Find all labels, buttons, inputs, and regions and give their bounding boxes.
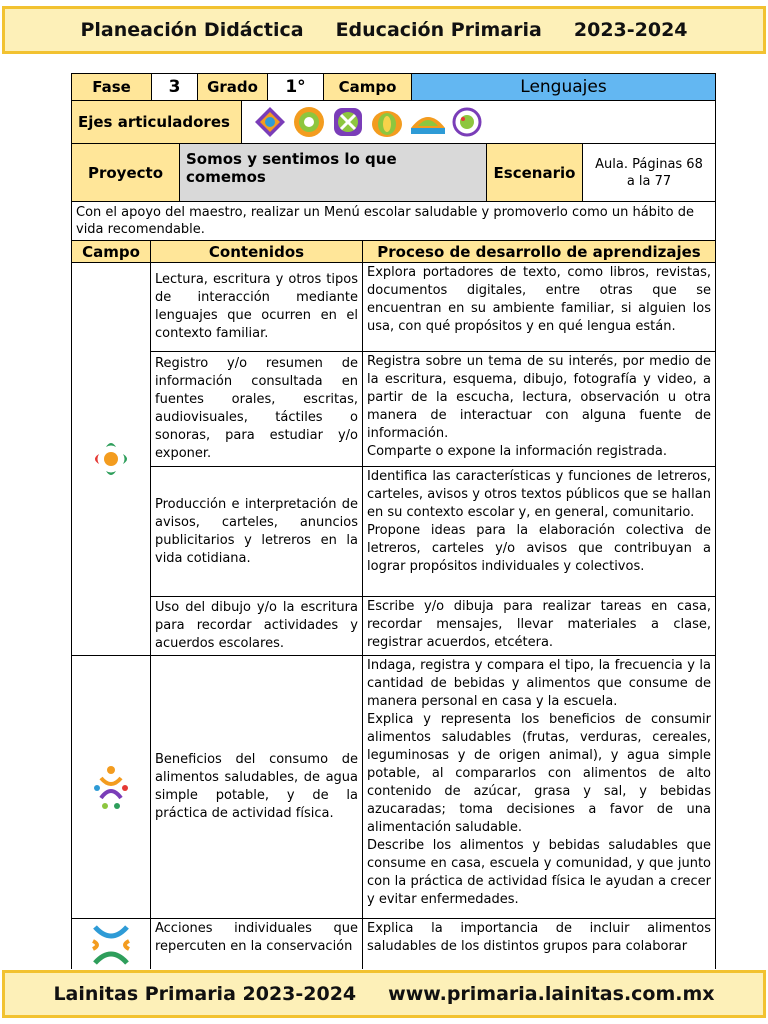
proceso-cell xyxy=(363,919,715,969)
contenido-row xyxy=(151,467,715,597)
contenidos-column-header: Contenidos xyxy=(151,241,363,262)
proceso-cell xyxy=(363,656,715,918)
fase-label: Fase xyxy=(72,74,152,100)
saberes-campo-icon xyxy=(87,762,135,812)
proceso-text: Propone ideas para la elaboración colectiva de letreros, carteles y/o avisos que contribuyan a lograr propósitos individuales y colectivos. xyxy=(367,523,711,574)
campo-group-saberes xyxy=(72,656,715,919)
campo-column-header: Campo xyxy=(72,241,151,262)
proyecto-value: Somos y sentimos lo que comemos xyxy=(180,144,487,201)
header-level: Educación Primaria xyxy=(335,19,542,41)
proceso-cell xyxy=(363,263,715,351)
ejes-icons xyxy=(242,101,715,143)
contenido-text: Beneficios del consumo de alimentos saludables, de agua simple potable, y de la práctica de actividad física. xyxy=(155,752,358,821)
fase-value: 3 xyxy=(152,74,198,100)
contenido-text: Uso del dibujo y/o la escritura para recordar actividades y acuerdos escolares. xyxy=(155,600,358,651)
proceso-column-header: Proceso de desarrollo de aprendizajes xyxy=(363,241,715,262)
contenido-cell xyxy=(151,919,363,969)
ejes-row xyxy=(72,101,715,144)
campo-value: Lenguajes xyxy=(412,74,715,100)
campo-cell xyxy=(72,656,151,918)
proceso-cell xyxy=(363,352,715,466)
contenido-text: Producción e interpretación de avisos, carteles, anuncios publicitarios y letreros en la vida cotidiana. xyxy=(155,496,358,566)
proyecto-row xyxy=(72,144,715,202)
footer-banner xyxy=(2,970,766,1018)
campo-cell xyxy=(72,263,151,655)
contenido-cell xyxy=(151,656,363,918)
header-year: 2023-2024 xyxy=(573,19,688,41)
proceso-text: Escribe y/o dibuja para realizar tareas en casa, recordar mensajes, llevar materiales a clase, registrar acuerdos, etcétera. xyxy=(367,599,711,650)
escenario-value: Aula. Páginas 68 a la 77 xyxy=(595,156,703,189)
proceso-cell xyxy=(363,467,715,596)
lenguajes-campo-icon xyxy=(87,435,135,483)
igualdad-genero-icon xyxy=(369,104,405,140)
contenido-text: Acciones individuales que repercuten en la conservación xyxy=(155,921,358,954)
header-title: Planeación Didáctica xyxy=(80,19,304,41)
proceso-cell xyxy=(363,597,715,655)
etica-campo-icon xyxy=(87,921,135,969)
info-row xyxy=(72,74,715,101)
lectura-icon xyxy=(451,106,483,138)
contenido-cell xyxy=(151,597,363,655)
contenido-row xyxy=(151,656,715,918)
planning-document xyxy=(71,73,716,969)
proceso-text: Explica y representa los beneficios de consumir alimentos saludables (frutas, verduras, cereales, leguminosas y de origen animal), y agua simple potable, al compararlos con alimentos de alto contenido de azúcar, grasa y sal, y bebidas azucaradas; toma decisiones a favor de una alimentación saludable. xyxy=(367,712,711,835)
campo-group-lenguajes xyxy=(72,263,715,656)
footer-brand: Lainitas Primaria 2023-2024 xyxy=(53,983,357,1005)
proyecto-label: Proyecto xyxy=(72,144,180,201)
contenido-text: Lectura, escritura y otros tipos de interacción mediante lenguajes que ocurren en el contexto familiar. xyxy=(155,272,358,341)
contenido-row xyxy=(151,919,715,969)
proceso-text: Explora portadores de texto, como libros, revistas, documentos digitales, entre otras que se encuentran en su ambiente familiar, si alguien los usa, con qué propósitos y en qué lengua están. xyxy=(367,265,711,334)
campo-label: Campo xyxy=(324,74,412,100)
proceso-text: Describe los alimentos y bebidas saludables que consume en casa, escuela y comunidad, y que junto con la práctica de actividad física le ayudan a crecer y evitar enfermedades. xyxy=(367,838,711,907)
contenido-text: Registro y/o resumen de información consultada en fuentes orales, escritas, audiovisuales, táctiles o sonoras, para estudiar y/o exponer. xyxy=(155,356,358,461)
proceso-text: Identifica las características y funciones de letreros, carteles, avisos y otros textos públicos que se hallan en su contexto escolar y, en general, comunitario. xyxy=(367,469,711,520)
contenido-row xyxy=(151,597,715,655)
footer-url[interactable]: www.primaria.lainitas.com.mx xyxy=(388,983,715,1005)
contenido-cell xyxy=(151,263,363,351)
contenido-row xyxy=(151,352,715,467)
grado-value: 1° xyxy=(268,74,324,100)
proceso-text: Indaga, registra y compara el tipo, la frecuencia y la cantidad de bebidas y alimentos que consume de manera personal en casa y la escuela. xyxy=(367,658,711,709)
grado-label: Grado xyxy=(198,74,268,100)
inclusion-icon xyxy=(252,104,288,140)
proceso-text: Explica la importancia de incluir alimentos saludables de los distintos grupos para colaborar xyxy=(367,921,711,954)
pensamiento-critico-icon xyxy=(291,104,327,140)
table-header xyxy=(72,241,715,263)
contenido-row xyxy=(151,263,715,352)
proceso-text: Registra sobre un tema de su interés, por medio de la escritura, esquema, dibujo, fotografía y video, a partir de la escucha, lectura, observación u otra manera de interactuar con alguna fuente de información. xyxy=(367,354,711,441)
project-purpose: Con el apoyo del maestro, realizar un Menú escolar saludable y promoverlo como un hábito de vida recomendable. xyxy=(72,202,715,241)
contenido-cell xyxy=(151,467,363,596)
contenido-cell xyxy=(151,352,363,466)
campo-cell xyxy=(72,919,151,969)
vida-saludable-icon xyxy=(408,104,448,140)
campo-group-etica xyxy=(72,919,715,969)
interculturalidad-icon xyxy=(330,104,366,140)
header-banner xyxy=(2,6,766,54)
proceso-text: Comparte o expone la información registrada. xyxy=(367,444,667,459)
escenario-label: Escenario xyxy=(487,144,583,201)
ejes-label: Ejes articuladores xyxy=(72,101,242,143)
